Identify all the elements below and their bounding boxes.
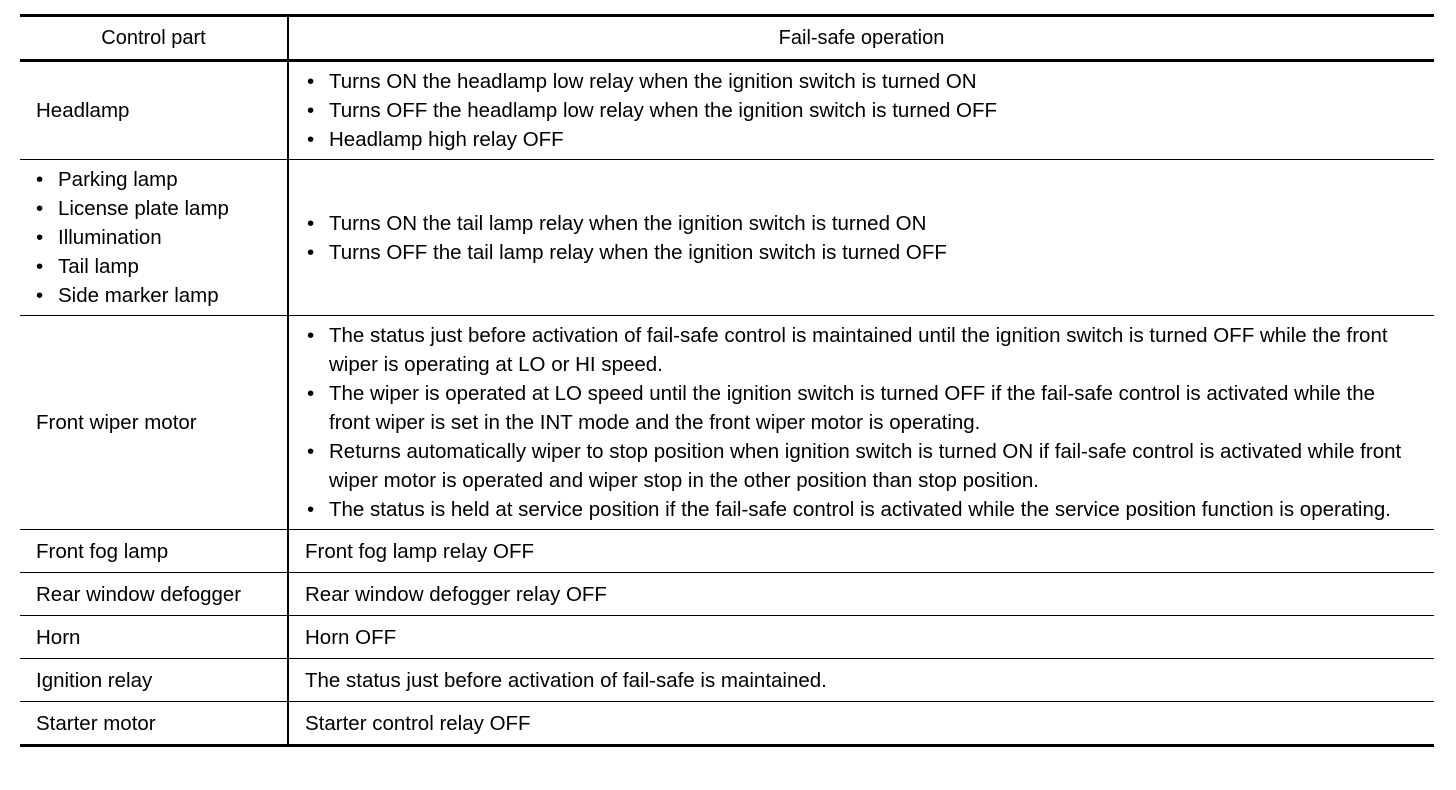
control-part-cell: Horn xyxy=(20,616,288,659)
control-part-item: • License plate lamp xyxy=(34,194,287,223)
control-part-cell: Ignition relay xyxy=(20,659,288,702)
fail-safe-table-container xyxy=(20,14,1434,747)
operation-cell: Front fog lamp relay OFF xyxy=(288,530,1434,573)
control-part-item: • Parking lamp xyxy=(34,165,287,194)
table-row xyxy=(20,316,1434,530)
operation-item: • Turns OFF the headlamp low relay when the ignition switch is turned OFF xyxy=(305,96,1420,125)
operation-item: • The status just before activation of fail-safe control is maintained until the ignition switch is turned OFF while the front wiper is operating at LO or HI speed. xyxy=(305,321,1420,379)
control-part-cell: Front fog lamp xyxy=(20,530,288,573)
table-row xyxy=(20,530,1434,573)
control-part-cell xyxy=(20,160,288,316)
control-part-cell: Starter motor xyxy=(20,702,288,746)
column-header-control-part: Control part xyxy=(20,16,288,61)
operation-cell xyxy=(288,61,1434,160)
operation-item: • Turns ON the headlamp low relay when the ignition switch is turned ON xyxy=(305,67,1420,96)
operation-item: • The status is held at service position if the fail-safe control is activated while the service position function is operating. xyxy=(305,495,1420,524)
operation-cell xyxy=(288,316,1434,530)
control-part-item: • Tail lamp xyxy=(34,252,287,281)
operation-list xyxy=(305,209,1420,267)
table-row xyxy=(20,573,1434,616)
control-part-cell: Front wiper motor xyxy=(20,316,288,530)
table-row xyxy=(20,616,1434,659)
operation-cell: Horn OFF xyxy=(288,616,1434,659)
table-row xyxy=(20,61,1434,160)
operation-cell: The status just before activation of fail-safe is maintained. xyxy=(288,659,1434,702)
operation-list xyxy=(305,321,1420,524)
operation-item: • Turns OFF the tail lamp relay when the ignition switch is turned OFF xyxy=(305,238,1420,267)
control-part-item: • Illumination xyxy=(34,223,287,252)
operation-cell: Rear window defogger relay OFF xyxy=(288,573,1434,616)
operation-item: • Turns ON the tail lamp relay when the ignition switch is turned ON xyxy=(305,209,1420,238)
table-row xyxy=(20,160,1434,316)
control-part-list xyxy=(34,165,287,310)
control-part-cell: Rear window defogger xyxy=(20,573,288,616)
operation-cell: Starter control relay OFF xyxy=(305,711,531,735)
table-row xyxy=(20,702,1434,746)
table-row xyxy=(20,659,1434,702)
column-header-fail-safe-operation: Fail-safe operation xyxy=(288,16,1434,61)
control-part-item: • Side marker lamp xyxy=(34,281,287,310)
operation-cell xyxy=(288,160,1434,316)
operation-list xyxy=(305,67,1420,154)
operation-item: • Returns automatically wiper to stop position when ignition switch is turned ON if fail-safe control is activated while front wiper motor is operated and wiper stop in the other position than stop position. xyxy=(305,437,1420,495)
control-part-cell: Headlamp xyxy=(20,61,288,160)
table-header-row xyxy=(20,16,1434,61)
operation-item: • Headlamp high relay OFF xyxy=(305,125,1420,154)
fail-safe-table xyxy=(20,14,1434,747)
operation-item: • The wiper is operated at LO speed until the ignition switch is turned OFF if the fail-safe control is activated while the front wiper is set in the INT mode and the front wiper motor is operating. xyxy=(305,379,1420,437)
